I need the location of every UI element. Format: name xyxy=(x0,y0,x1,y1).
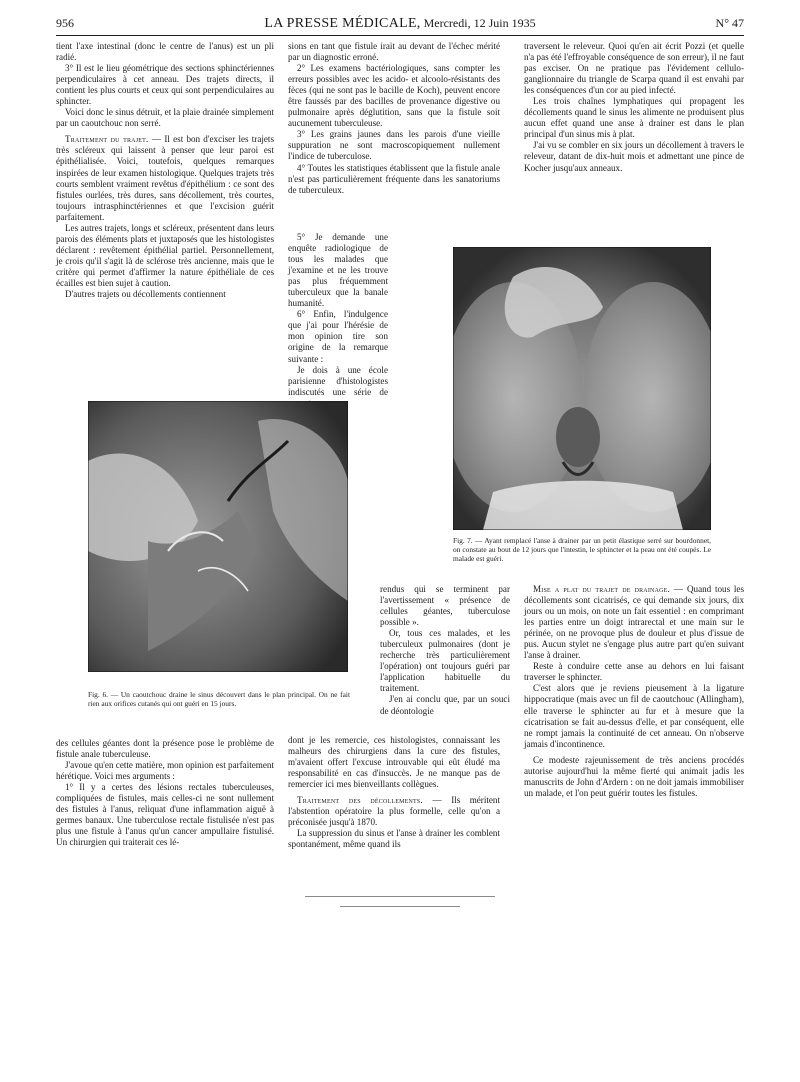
paragraph-text: Ils méritent l'abstention opératoire la plus formelle, celle qu'on a préconisée jusqu'à 1870. xyxy=(288,795,500,828)
paragraph: Or, tous ces malades, et les tuberculeux pulmonaires (dont je recherche très particulièrement l'opération) ont toujours guéri par l'application habituelle du traitement. xyxy=(380,628,510,694)
paragraph: J'avoue qu'en cette matière, mon opinion est parfaitement hérétique. Voici mes arguments : xyxy=(56,760,274,782)
figure-7-caption: Fig. 7. — Ayant remplacé l'anse à drainer par un petit élastique serré sur bourdonnet, on constate au bout de 12 jours que l'intestin, le sphincter et la peau ont été coupés. Le malade est guéri. xyxy=(453,536,711,563)
paragraph: rendus qui se terminent par l'avertissement « présence de cellules géantes, tuberculose possible ». xyxy=(380,584,510,628)
paragraph: 4° Toutes les statistiques établissent que la fistule anale n'est pas particulièrement fréquente dans les sanatoriums de tuberculeux. xyxy=(288,162,500,195)
paragraph: D'autres trajets ou décollements contiennent xyxy=(65,289,226,300)
paragraph: J'en ai conclu que, par un souci de déontologie xyxy=(380,694,510,716)
paragraph: 5° Je demande une enquête radiologique de tous les malades que j'examine et ne les trouve pas plus fréquemment tuberculeux que la banale humanité. xyxy=(288,232,388,309)
paragraph: Ce modeste rajeunissement de très anciens procédés autorise aujourd'hui la même fierté qui animait jadis les manuscrits de John d'Ardern : on ne doit jamais immobiliser un malade, et l'on peut guérir toutes les fistules. xyxy=(524,754,744,798)
column-2-top xyxy=(288,41,500,196)
paragraph xyxy=(56,134,274,222)
column-3-bottom xyxy=(524,584,744,799)
paragraph: 3° Les grains jaunes dans les parois d'une vieille suppuration ne sont macroscopiquement nullement l'indice de tuberculose. xyxy=(288,129,500,162)
journal-name: LA PRESSE MÉDICALE, xyxy=(264,16,421,31)
ornament-rule-short xyxy=(340,906,460,907)
column-2-narrow xyxy=(288,232,388,409)
paragraph: Voici donc le sinus détruit, et la plaie drainée simplement par un caoutchouc non serré. xyxy=(56,107,274,129)
paragraph: traversent le releveur. Quoi qu'en ait écrit Pozzi (et quelle n'a pas été l'effroyable conséquence de son erreur), il ne faut pas exciser. On ne pratique pas l'évidement cellulo-ganglionnaire du triangle de Scarpa quand il est envahi par les conséquences d'un cor au pied infecté. xyxy=(524,41,744,96)
ornament-rule xyxy=(305,896,495,897)
figure-6-photograph xyxy=(88,401,348,672)
paragraph-text: Il est bon d'exciser les trajets très scléreux qui laissent à penser que leur paroi est épithélialisée. Voici, toutefois, quelques remarques inspirées de leur examen histologique. Quelques trajets très courts semblent vraiment revêtus d'épithélium : ce sont des fistules ourlées, très dures, sans décollement, très courtes, toujours intrasphinctériennes et que l'excision guérit parfaitement. xyxy=(56,134,274,222)
section-heading-decollements: Traitement des décollements. — xyxy=(297,795,442,806)
paragraph: 2° Les examens bactériologiques, sans compter les erreurs possibles avec les acido- et alcoolo-résistants des fèces (qui ne sont pas le bacille de Koch), peuvent encore être faussés par des bacilles de provenance digestive ou pulmonaire après déglutition, sans que la fistule soit aucunement tuberculeuse. xyxy=(288,63,500,129)
running-header xyxy=(56,16,744,34)
column-1-top xyxy=(56,41,274,300)
header-rule xyxy=(56,35,744,36)
column-3-top xyxy=(524,41,744,174)
paragraph: 1° Il y a certes des lésions rectales tuberculeuses, compliquées de fistules, mais celles-ci ne sont nullement des fistules à l'anus, reliquat d'une inflammation aiguë à germes banaux. Une tuberculose rectale fistulisée n'est pas plus une fistule à l'anus qu'un cancer ampullaire fistulisé. Un chirurgien qui traiterait ces lé- xyxy=(56,782,274,848)
figure-6-caption: Fig. 6. — Un caoutchouc draine le sinus découvert dans le plan principal. On ne fait rien aux orifices cutanés qui ont guéri en 15 jours. xyxy=(88,690,350,708)
column-1-bottom xyxy=(56,738,274,848)
journal-title-line xyxy=(56,16,744,32)
issue-number: N° 47 xyxy=(715,16,744,30)
paragraph: des cellules géantes dont la présence pose le problème de fistule anale tuberculeuse. xyxy=(56,738,274,760)
paragraph: tient l'axe intestinal (donc le centre de l'anus) est un pli radié. xyxy=(56,41,274,63)
paragraph-text: Quand tous les décollements sont cicatrisés, ce qui demande six jours, dix jours ou un mois, on note un fait essentiel : en comprimant les parties entre un doigt intrarectal et une main sur le périnée, on ne provoque plus de douleur et plus d'issue de pus. Aucun stylet ne s'engage plus autre part qu'en suivant l'anse à drainer. xyxy=(524,584,744,661)
paragraph: Je dois à une école parisienne d'histologistes indiscutés une série de xyxy=(288,364,388,397)
paragraph: Les autres trajets, longs et scléreux, présentent dans leurs parois des éléments plats et juxtaposés que les histologistes déclarent : revêtement épithélial partiel. Personnellement, je crois qu'il s'agit là de sclérose très ancienne, mais que le critère qui permet d'affirmer la nature épithéliale de ces écailles est bien sujet à caution. xyxy=(56,222,274,288)
paragraph xyxy=(288,795,500,828)
figure-6-image xyxy=(88,401,348,672)
paragraph: dont je les remercie, ces histologistes, connaissant les malheurs des chirurgiens dans la cure des fistules, m'avaient offert l'excuse introuvable qui eût éludé ma responsabilité en cas d'insuccès. Je ne manque pas de remercier ici mes bienveillants collègues. xyxy=(288,735,500,790)
column-2-bottom xyxy=(288,735,500,850)
paragraph: 6° Enfin, l'indulgence que j'ai pour l'hérésie de mon opinion tire son origine de la remarque suivante : xyxy=(288,309,388,364)
column-2-middle xyxy=(380,584,510,717)
issue-date: Mercredi, 12 Juin 1935 xyxy=(423,16,536,30)
section-heading-trajet: Traitement du trajet. — xyxy=(65,134,162,145)
paragraph xyxy=(524,584,744,661)
section-heading-drainage: Mise a plat du trajet de drainage. — xyxy=(533,584,684,594)
paragraph: La suppression du sinus et l'anse à drainer les comblent spontanément, même quand ils xyxy=(288,828,500,850)
page-number: 956 xyxy=(56,16,74,30)
paragraph: Reste à conduire cette anse au dehors en lui faisant traverser le sphincter. xyxy=(524,661,744,683)
paragraph: C'est alors que je reviens pieusement à la ligature hippocratique (mais avec un fil de caoutchouc (Allingham), elle traverse le sphincter au fur et à mesure que la cicatrisation se fait au-dessus d'elle, et par conséquent, elle ne rompt jamais la continuité de cet anneau. On n'observe jamais d'incontinence. xyxy=(524,683,744,749)
paragraph: 3° Il est le lieu géométrique des sections sphinctériennes perpendiculaires à cet anneau. Des trajets directs, il contient les plus courts et ceux qui sont perpendiculaires au sphincter. xyxy=(56,63,274,107)
paragraph: J'ai vu se combler en six jours un décollement à travers le releveur, datant de dix-huit mois et admettant une pince de Kocher jusqu'aux anneaux. xyxy=(524,140,744,173)
figure-7-photograph xyxy=(453,247,711,530)
figure-7-image xyxy=(453,247,711,530)
paragraph: Les trois chaînes lymphatiques qui propagent les décollements quand le sinus les alimente ne produisent plus aucun effet quand une anse à drainer est dans le plan principal d'un sinus mis à plat. xyxy=(524,96,744,140)
paragraph: sions en tant que fistule irait au devant de l'échec mérité par un diagnostic erroné. xyxy=(288,41,500,63)
